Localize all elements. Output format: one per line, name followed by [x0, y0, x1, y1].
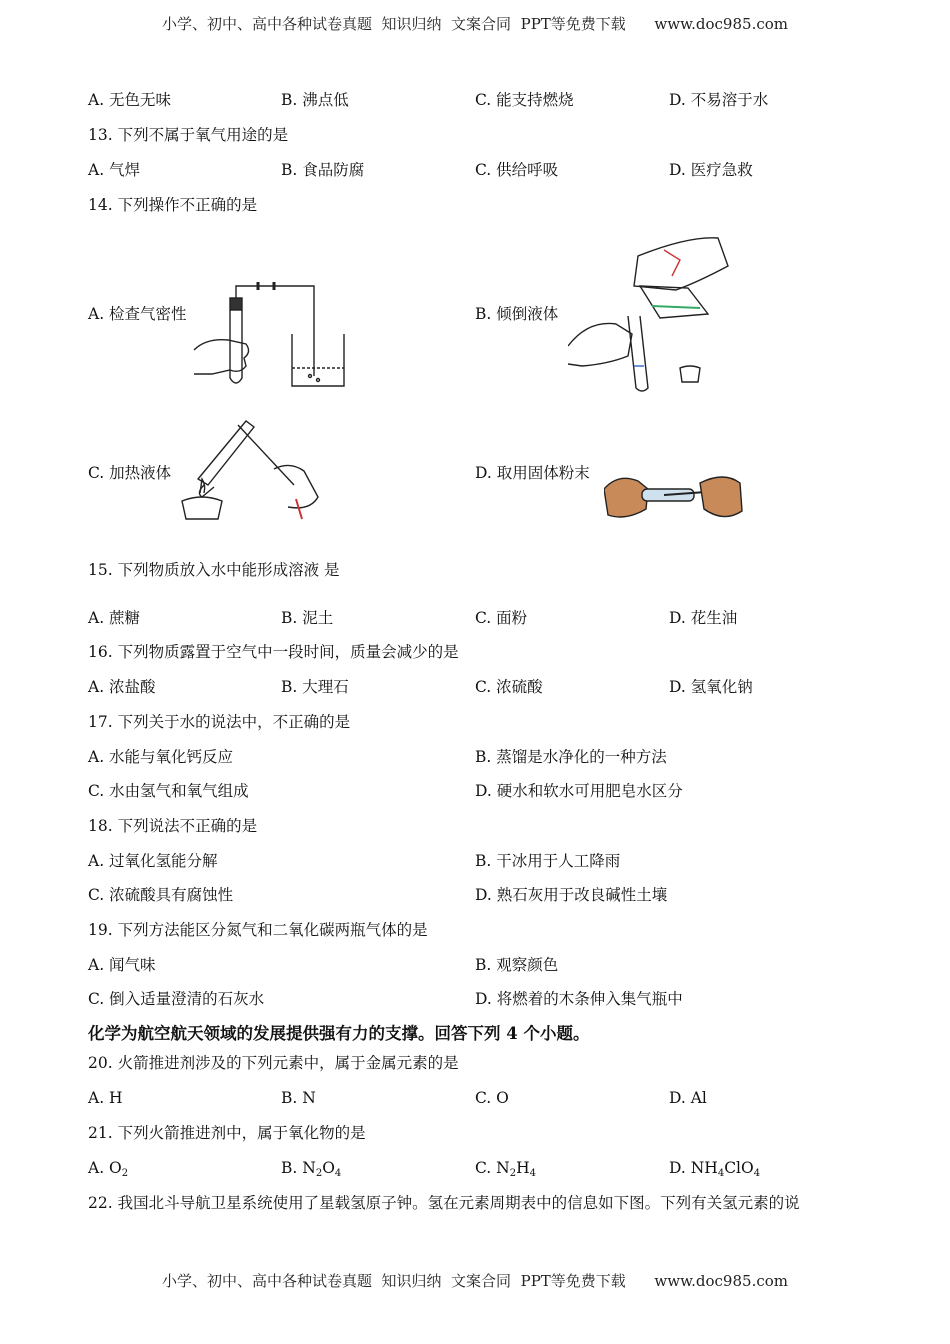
q13-option-b: B. 食品防腐	[281, 161, 365, 179]
q17-option-d: D. 硬水和软水可用肥皂水区分	[475, 782, 683, 800]
q17-option-b: B. 蒸馏是水净化的一种方法	[475, 748, 667, 766]
q16-option-c: C. 浓硫酸	[475, 678, 543, 696]
q21-option-d: D. $NH_4ClO_4$	[669, 1159, 761, 1179]
q13-stem: 13. 下列不属于氧气用途的是	[88, 126, 289, 144]
q20-option-c: C. O	[475, 1089, 509, 1107]
q13-options	[88, 159, 868, 181]
q12-option-d: D. 不易溶于水	[669, 91, 769, 109]
q18-stem: 18. 下列说法不正确的是	[88, 817, 258, 835]
q20-stem: 20. 火箭推进剂涉及的下列元素中，属于金属元素的是	[88, 1054, 459, 1072]
q16-option-d: D. 氢氧化钠	[669, 678, 753, 696]
q14-option-c: C. 加热液体	[88, 464, 172, 482]
q21-option-b: B. $N_2O_4$	[281, 1159, 342, 1179]
q15-option-b: B. 泥土	[281, 609, 334, 627]
q12-option-b: B. 沸点低	[281, 91, 349, 109]
page-footer: 小学、初中、高中各种试卷真题 知识归纳 文案合同 PPT等免费下载 www.doc985.com	[161, 1272, 788, 1290]
q19-option-b: B. 观察颜色	[475, 956, 559, 974]
q21-option-a: A. $O_2$	[88, 1159, 129, 1179]
q19-option-c: C. 倒入适量澄清的石灰水	[88, 990, 265, 1008]
q20-options	[88, 1087, 868, 1109]
q16-option-b: B. 大理石	[281, 678, 349, 696]
q14-option-b: B. 倾倒液体	[475, 305, 559, 323]
q16-options	[88, 676, 868, 698]
q17-stem: 17. 下列关于水的说法中，不正确的是	[88, 713, 351, 731]
q12-option-a: A. 无色无味	[88, 91, 172, 109]
heating-liquid-figure	[178, 415, 328, 525]
q16-option-a: A. 浓盐酸	[88, 678, 156, 696]
q17-row2	[88, 780, 868, 802]
q15-options	[88, 607, 868, 629]
q18-option-d: D. 熟石灰用于改良碱性土壤	[475, 886, 668, 904]
q15-option-a: A. 蔗糖	[88, 609, 141, 627]
q14-option-a: A. 检查气密性	[88, 305, 187, 323]
q20-option-b: B. N	[281, 1089, 316, 1107]
q18-row2	[88, 884, 868, 906]
q13-option-a: A. 气焊	[88, 161, 141, 179]
q20-option-d: D. Al	[669, 1089, 707, 1107]
q14-stem: 14. 下列操作不正确的是	[88, 196, 258, 214]
taking-powder-figure	[604, 469, 744, 527]
page-header: 小学、初中、高中各种试卷真题 知识归纳 文案合同 PPT等免费下载 www.doc985.com	[161, 15, 788, 33]
q18-row1	[88, 850, 868, 872]
q19-stem: 19. 下列方法能区分氮气和二氧化碳两瓶气体的是	[88, 921, 428, 939]
airtightness-check-figure	[192, 278, 352, 396]
q17-row1	[88, 746, 868, 768]
q17-option-a: A. 水能与氧化钙反应	[88, 748, 234, 766]
q13-option-c: C. 供给呼吸	[475, 161, 559, 179]
q12-option-c: C. 能支持燃烧	[475, 91, 574, 109]
q21-option-c: C. $N_2H_4$	[475, 1159, 537, 1179]
q15-option-c: C. 面粉	[475, 609, 528, 627]
q21-stem: 21. 下列火箭推进剂中，属于氧化物的是	[88, 1124, 366, 1142]
q20-option-a: A. H	[88, 1089, 123, 1107]
q16-stem: 16. 下列物质露置于空气中一段时间，质量会减少的是	[88, 643, 459, 661]
q19-option-d: D. 将燃着的木条伸入集气瓶中	[475, 990, 683, 1008]
section-heading: 化学为航空航天领域的发展提供强有力的支撑。回答下列 4 个小题。	[88, 1024, 590, 1043]
pouring-liquid-figure	[568, 226, 758, 394]
q13-option-d: D. 医疗急救	[669, 161, 753, 179]
q22-stem: 22. 我国北斗导航卫星系统使用了星载氢原子钟。氢在元素周期表中的信息如下图。下列有关氢元素的说	[88, 1194, 800, 1212]
q19-row1	[88, 954, 868, 976]
q19-option-a: A. 闻气味	[88, 956, 156, 974]
q21-options	[88, 1157, 868, 1179]
q15-stem: 15. 下列物质放入水中能形成溶液 是	[88, 561, 340, 579]
q14-option-d: D. 取用固体粉末	[475, 464, 590, 482]
q15-option-d: D. 花生油	[669, 609, 738, 627]
q18-option-c: C. 浓硫酸具有腐蚀性	[88, 886, 234, 904]
q17-option-c: C. 水由氢气和氧气组成	[88, 782, 249, 800]
q18-option-a: A. 过氧化氢能分解	[88, 852, 218, 870]
q19-row2	[88, 988, 868, 1010]
q12-options	[88, 89, 868, 111]
q18-option-b: B. 干冰用于人工降雨	[475, 852, 621, 870]
